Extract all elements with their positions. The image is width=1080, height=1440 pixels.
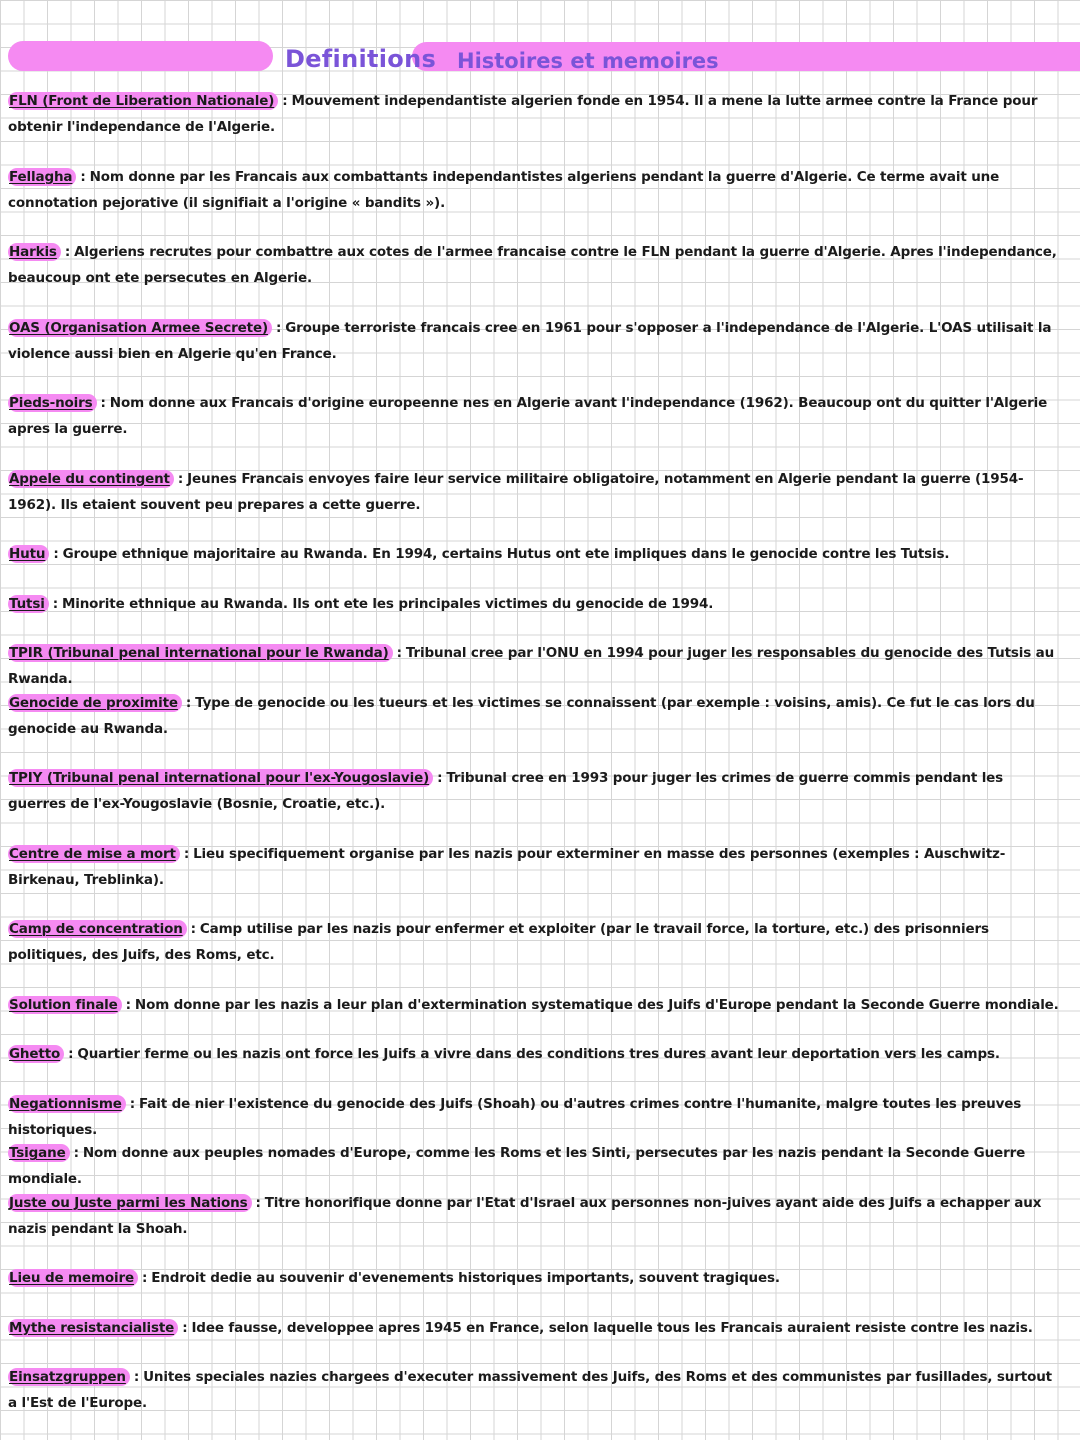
- definition-entry: [8, 466, 1064, 542]
- header-highlight-left: [8, 41, 273, 71]
- definition-term: TPIY (Tribunal penal international pour l'ex-Yougoslavie): [8, 769, 433, 787]
- definition-entry: [8, 164, 1064, 240]
- page-subtitle: Histoires et memoires: [457, 49, 719, 73]
- definition-entry: [8, 1190, 1064, 1266]
- definition-entry: [8, 239, 1064, 315]
- definition-term: Juste ou Juste parmi les Nations: [8, 1194, 252, 1212]
- definition-separator: :: [177, 470, 184, 487]
- definition-text: Minorite ethnique au Rwanda. Ils ont ete les principales victimes du genocide de 1994.: [61, 595, 714, 612]
- definition-separator: :: [275, 319, 282, 336]
- definition-text: Jeunes Francais envoyes faire leur service militaire obligatoire, notamment en Algerie pendant la guerre (1954-1962). Ils etaient souvent peu prepares a cette guerre.: [8, 470, 1024, 513]
- definition-term: Mythe resistancialiste: [8, 1319, 178, 1337]
- definition-separator: :: [255, 1194, 261, 1211]
- definition-entry: [8, 1140, 1064, 1190]
- definition-term: Tsigane: [8, 1144, 70, 1162]
- definition-text: Idee fausse, developpee apres 1945 en France, selon laquelle tous les Francais auraient resiste contre les nazis.: [191, 1319, 1033, 1336]
- definition-separator: :: [53, 546, 59, 562]
- definition-term: Tutsi: [8, 595, 49, 613]
- definition-text: Algeriens recrutes pour combattre aux cotes de l'armee francaise contre le FLN pendant la guerre d'Algerie. Apres l'independance, beaucoup ont ete persecutes en Algerie.: [8, 244, 1057, 286]
- definition-separator: :: [141, 1270, 148, 1286]
- definition-term: Ghetto: [8, 1045, 64, 1063]
- definition-text: Nom donne par les Francais aux combattants independantistes algeriens pendant la guerre d'Algerie. Ce terme avait une connotation pejorative (il signifiait a l'origine « bandits »).: [8, 168, 1000, 211]
- definition-entry: [8, 841, 1064, 917]
- definition-text: Titre honorifique donne par l'Etat d'Israel aux personnes non-juives ayant aide des Juifs a echapper aux nazis pendant la Shoah.: [8, 1194, 1042, 1237]
- definition-text: Type de genocide ou les tueurs et les victimes se connaissent (par exemple : voisins, amis). Ce fut le cas lors du genocide au Rwanda.: [8, 694, 1035, 737]
- definition-text: Nom donne aux peuples nomades d'Europe, comme les Roms et les Sinti, persecutes par les nazis pendant la Seconde Guerre mondiale.: [8, 1145, 1026, 1187]
- definition-term: FLN (Front de Liberation Nationale): [8, 92, 278, 110]
- definition-separator: :: [437, 770, 443, 786]
- definitions-list: [8, 88, 1064, 1440]
- definition-term: Appele du contingent: [8, 470, 174, 488]
- definition-text: Nom donne par les nazis a leur plan d'extermination systematique des Juifs d'Europe pendant la Seconde Guerre mondiale.: [134, 996, 1059, 1013]
- definition-separator: :: [80, 168, 86, 185]
- definition-separator: :: [182, 1319, 188, 1336]
- definition-separator: :: [73, 1145, 79, 1161]
- definition-separator: :: [396, 645, 402, 661]
- definition-term: Camp de concentration: [8, 920, 187, 938]
- definition-text: Endroit dedie au souvenir d'evenements historiques importants, souvent tragiques.: [151, 1270, 780, 1286]
- definition-separator: :: [68, 1046, 74, 1062]
- definition-entry: [8, 640, 1064, 690]
- definition-entry: [8, 916, 1064, 992]
- definition-term: Hutu: [8, 545, 49, 563]
- definition-term: Lieu de memoire: [8, 1269, 138, 1287]
- definition-text: Fait de nier l'existence du genocide des Juifs (Shoah) ou d'autres crimes contre l'humanite, malgre toutes les preuves historiques.: [8, 1095, 1022, 1138]
- definition-separator: :: [282, 93, 288, 109]
- definition-separator: :: [183, 845, 190, 862]
- definition-term: Einsatzgruppen: [8, 1368, 130, 1386]
- definition-separator: :: [133, 1369, 140, 1385]
- page-header: [0, 38, 1080, 76]
- definition-entry: [8, 1265, 1064, 1315]
- definition-text: Mouvement independantiste algerien fonde en 1954. Il a mene la lutte armee contre la France pour obtenir l'independance de l'Algerie.: [8, 93, 1038, 135]
- definition-text: Tribunal cree par l'ONU en 1994 pour juger les responsables du genocide des Tutsis au Rwanda.: [8, 645, 1055, 687]
- definition-term: Centre de mise a mort: [8, 845, 180, 863]
- definition-term: Harkis: [8, 243, 61, 261]
- definition-separator: :: [129, 1095, 135, 1112]
- definition-term: Fellagha: [8, 168, 76, 186]
- definition-term: Genocide de proximite: [8, 694, 182, 712]
- definition-text: Lieu specifiquement organise par les nazis pour exterminer en masse des personnes (exemples : Auschwitz-Birkenau, Treblinka).: [8, 845, 1006, 888]
- definition-entry: [8, 1364, 1064, 1440]
- definition-text: Quartier ferme ou les nazis ont force les Juifs a vivre dans des conditions tres dures avant leur deportation vers les camps.: [77, 1046, 1000, 1062]
- definition-term: Solution finale: [8, 996, 122, 1014]
- definition-separator: :: [185, 694, 192, 711]
- definition-term: Pieds-noirs: [8, 394, 97, 412]
- definition-entry: [8, 1091, 1064, 1141]
- definition-term: OAS (Organisation Armee Secrete): [8, 319, 272, 337]
- definition-separator: :: [190, 921, 196, 937]
- definition-entry: [8, 315, 1064, 391]
- definition-entry: [8, 591, 1064, 641]
- definition-term: TPIR (Tribunal penal international pour le Rwanda): [8, 644, 393, 662]
- definition-entry: [8, 690, 1064, 766]
- definition-separator: :: [100, 395, 106, 411]
- definition-separator: :: [64, 244, 71, 260]
- definition-text: Camp utilise par les nazis pour enfermer et exploiter (par le travail force, la torture, etc.) des prisonniers politiques, des Juifs, des Roms, etc.: [8, 921, 989, 963]
- page-title: Definitions: [285, 45, 437, 73]
- definition-entry: [8, 88, 1064, 164]
- definition-text: Groupe ethnique majoritaire au Rwanda. En 1994, certains Hutus ont ete impliques dans le genocide contre les Tutsis.: [62, 546, 950, 562]
- definition-entry: [8, 1315, 1064, 1365]
- definition-entry: [8, 992, 1064, 1042]
- definition-term: Negationnisme: [8, 1095, 126, 1113]
- definition-entry: [8, 390, 1064, 466]
- definition-separator: :: [125, 996, 131, 1013]
- definition-entry: [8, 765, 1064, 841]
- definition-entry: [8, 541, 1064, 591]
- definition-text: Groupe terroriste francais cree en 1961 pour s'opposer a l'independance de l'Algerie. L'OAS utilisait la violence aussi bien en Algerie qu'en France.: [8, 319, 1052, 362]
- definition-entry: [8, 1041, 1064, 1091]
- definition-separator: :: [52, 595, 58, 612]
- definition-text: Nom donne aux Francais d'origine europeenne nes en Algerie avant l'independance (1962). Beaucoup ont du quitter l'Algerie apres la guerre.: [8, 395, 1048, 437]
- definition-text: Tribunal cree en 1993 pour juger les crimes de guerre commis pendant les guerres de l'ex-Yougoslavie (Bosnie, Croatie, etc.).: [8, 770, 1004, 812]
- definition-text: Unites speciales nazies chargees d'executer massivement des Juifs, des Roms et des communistes par fusillades, surtout a l'Est de l'Europe.: [8, 1369, 1052, 1411]
